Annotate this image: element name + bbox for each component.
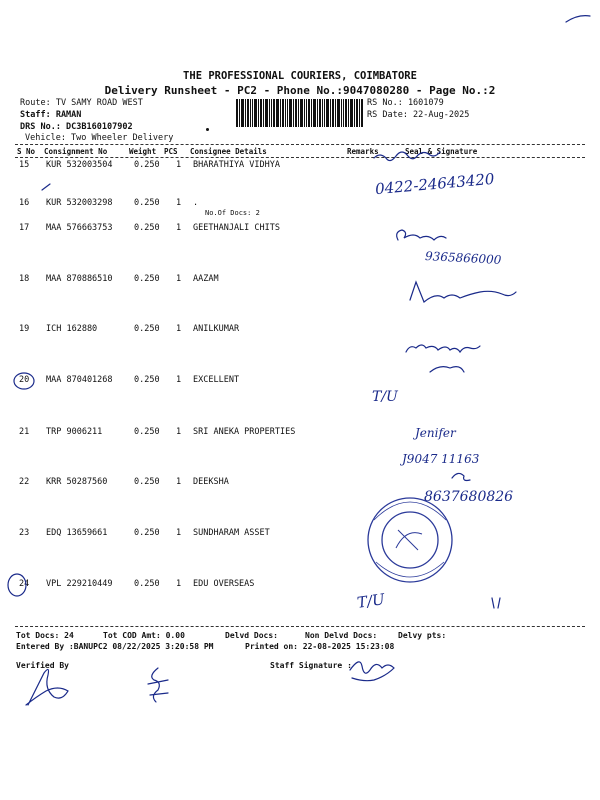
mark-24 (492, 598, 500, 608)
row-consignment: MAA 870401268 (46, 375, 113, 385)
header-rule-bottom (15, 157, 585, 158)
row-weight: 0.250 (134, 160, 160, 170)
row-pcs: 1 (176, 375, 182, 385)
row-pcs: 1 (176, 223, 182, 233)
row-consignment: MAA 870886510 (46, 274, 113, 284)
row-pcs: 1 (176, 427, 182, 437)
row-details: . (193, 198, 199, 208)
row-pcs: 1 (176, 198, 182, 208)
footer-rule (15, 626, 585, 627)
table-row (0, 427, 600, 441)
row-consignment: KUR 532003504 (46, 160, 113, 170)
entered-by: Entered By :BANUPC2 08/22/2025 3:20:58 PM (16, 642, 214, 651)
total-docs: Tot Docs: 24 (16, 631, 74, 640)
rs-number: RS No.: 1601079 (367, 98, 444, 108)
col-weight: Weight (129, 147, 157, 156)
handwritten-phone-22: 8637680826 (424, 489, 514, 505)
staff-signature-label: Staff Signature : (270, 661, 352, 670)
table-row (0, 223, 600, 237)
delivered-docs: Delvd Docs: (225, 631, 278, 640)
print-dot (206, 128, 209, 131)
row-consignment: KRR 50287560 (46, 477, 108, 487)
row-weight: 0.250 (134, 528, 160, 538)
table-row (0, 160, 600, 174)
corner-mark (566, 16, 590, 22)
col-sno: S No (17, 147, 36, 156)
row-consignment: EDQ 13659661 (46, 528, 108, 538)
drs-number: DRS No.: DC3B160107902 (20, 122, 133, 132)
handwritten-tu-24: T/U (355, 590, 386, 612)
mark-16 (42, 184, 50, 190)
row-details: BHARATHIYA VIDHYA (193, 160, 280, 170)
signature-19 (406, 345, 480, 372)
delivery-points: Delvy pts: (398, 631, 447, 640)
col-details: Consignee Details (190, 147, 267, 156)
handwritten-phone-17: 9365866000 (424, 249, 502, 267)
rs-date: RS Date: 22-Aug-2025 (367, 110, 470, 120)
verified-signature-2 (148, 668, 168, 702)
row-pcs: 1 (176, 324, 182, 334)
row-pcs: 1 (176, 274, 182, 284)
row-pcs: 1 (176, 477, 182, 487)
verified-by: Verified By (16, 661, 69, 670)
handwritten-phone-21: J9047 11163 (402, 452, 480, 466)
header-rule-top (15, 144, 585, 145)
row-sno: 16 (19, 198, 30, 208)
row-weight: 0.250 (134, 274, 160, 284)
row-consignment: KUR 532003298 (46, 198, 113, 208)
total-cod-amount: Tot COD Amt: 0.00 (103, 631, 185, 640)
table-row (0, 198, 600, 212)
row-pcs: 1 (176, 579, 182, 589)
vehicle-label: Vehicle: Two Wheeler Delivery (25, 133, 174, 143)
staff-signature (350, 662, 394, 681)
handwritten-phone-15: 0422-24643420 (374, 169, 496, 199)
row-weight: 0.250 (134, 579, 160, 589)
row-sno: 18 (19, 274, 30, 284)
row-pcs: 1 (176, 528, 182, 538)
row-weight: 0.250 (134, 427, 160, 437)
row-weight: 0.250 (134, 375, 160, 385)
row-weight: 0.250 (134, 477, 160, 487)
company-title: THE PROFESSIONAL COURIERS, COIMBATORE (183, 70, 417, 82)
row-sno: 19 (19, 324, 30, 334)
no-of-docs: No.Of Docs: 2 (205, 209, 260, 217)
col-consignment: Consignment No (44, 147, 108, 156)
row-weight: 0.250 (134, 223, 160, 233)
row-details: AAZAM (193, 274, 219, 284)
staff-label: Staff: RAMAN (20, 110, 82, 120)
row-sno: 22 (19, 477, 30, 487)
row-details: ANILKUMAR (193, 324, 240, 334)
row-details: DEEKSHA (193, 477, 229, 487)
handwritten-name-21: Jenifer (415, 426, 456, 440)
row-details: SRI ANEKA PROPERTIES (193, 427, 296, 437)
row-consignment: TRP 9006211 (46, 427, 103, 437)
row-sno: 24 (19, 579, 30, 589)
table-row (0, 579, 600, 593)
table-row (0, 324, 600, 338)
row-sno: 15 (19, 160, 30, 170)
row-sno: 17 (19, 223, 30, 233)
handwritten-tu-20: T/U (372, 389, 398, 405)
runsheet-subtitle: Delivery Runsheet - PC2 - Phone No.:9047080280 - Page No.:2 (104, 84, 496, 97)
table-row (0, 375, 600, 389)
row-consignment: ICH 162880 (46, 324, 98, 334)
row-details: SUNDHARAM ASSET (193, 528, 270, 538)
route-label: Route: TV SAMY ROAD WEST (20, 98, 143, 108)
barcode (236, 99, 363, 127)
row-sno: 23 (19, 528, 30, 538)
printed-on: Printed on: 22-08-2025 15:23:08 (245, 642, 395, 651)
col-seal-signature: Seal & Signature (405, 147, 478, 156)
row-sno: 20 (19, 375, 30, 385)
row-weight: 0.250 (134, 198, 160, 208)
row-pcs: 1 (176, 160, 182, 170)
non-delivered-docs: Non Delvd Docs: (305, 631, 378, 640)
row-details: EXCELLENT (193, 375, 240, 385)
row-weight: 0.250 (134, 324, 160, 334)
table-row (0, 528, 600, 542)
row-details: GEETHANJALI CHITS (193, 223, 280, 233)
verified-signature-1 (26, 669, 68, 705)
row-sno: 21 (19, 427, 30, 437)
table-row (0, 274, 600, 288)
row-consignment: MAA 576663753 (46, 223, 113, 233)
row-details: EDU OVERSEAS (193, 579, 255, 589)
row-consignment: VPL 229210449 (46, 579, 113, 589)
col-remarks: Remarks (347, 147, 379, 156)
col-pcs: PCS (164, 147, 178, 156)
